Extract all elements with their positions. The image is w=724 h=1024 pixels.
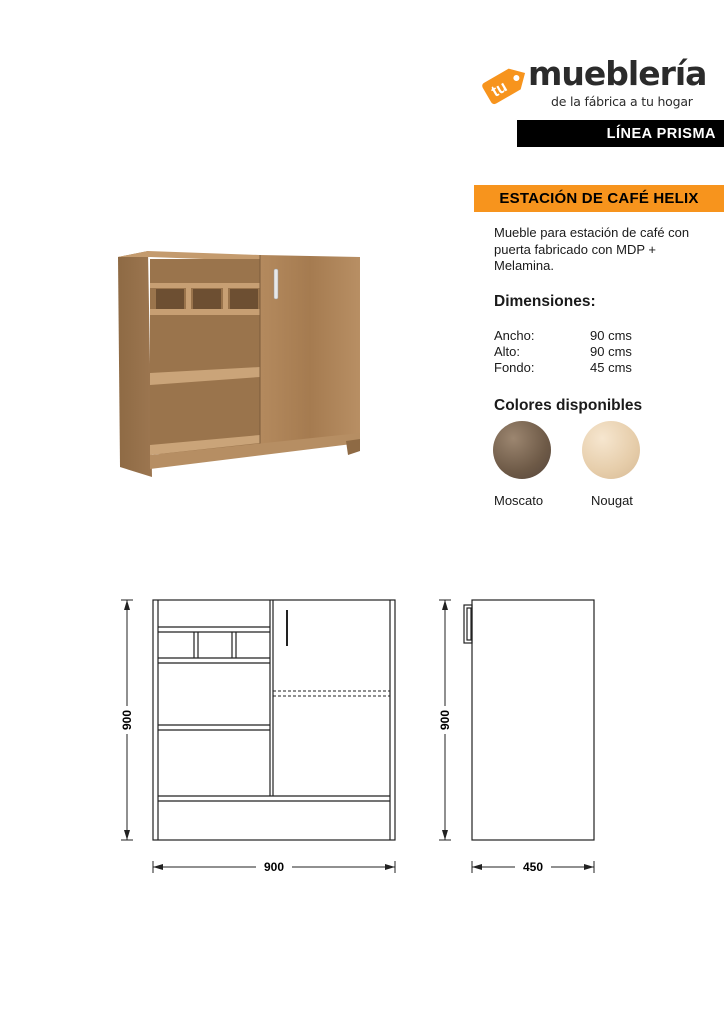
dimension-value: 90 cms xyxy=(590,328,632,343)
logo-word: mueblería xyxy=(528,54,707,93)
product-line-banner: LÍNEA PRISMA xyxy=(517,120,724,147)
price-tag-icon xyxy=(478,56,534,106)
dimension-value: 90 cms xyxy=(590,344,632,359)
dimension-label: Fondo: xyxy=(494,360,535,375)
product-photo xyxy=(110,245,365,485)
product-title: ESTACIÓN DE CAFÉ HELIX xyxy=(474,185,724,212)
side-depth-label: 450 xyxy=(522,860,544,874)
dimension-value: 45 cms xyxy=(590,360,632,375)
dimension-label: Alto: xyxy=(494,344,521,359)
logo-tagline: de la fábrica a tu hogar xyxy=(551,94,693,109)
technical-drawing xyxy=(110,590,610,880)
colors-heading: Colores disponibles xyxy=(494,397,643,414)
side-view-outline xyxy=(472,600,594,840)
dimension-label: Ancho: xyxy=(494,328,535,343)
color-swatch-nougat[interactable] xyxy=(582,421,640,479)
side-height-label: 900 xyxy=(438,709,452,731)
color-label-moscato: Moscato xyxy=(494,493,544,508)
front-view-outline xyxy=(153,600,395,840)
logo-badge-text: tu xyxy=(488,78,511,101)
front-height-label: 900 xyxy=(120,709,134,731)
color-swatch-moscato[interactable] xyxy=(493,421,551,479)
front-width-label: 900 xyxy=(263,860,285,874)
product-description: Mueble para estación de café con puerta fabricado con MDP + Melamina. xyxy=(494,225,690,273)
dimensions-heading: Dimensiones: xyxy=(494,293,596,310)
brand-logo[interactable] xyxy=(478,52,708,112)
color-label-nougat: Nougat xyxy=(591,493,633,508)
